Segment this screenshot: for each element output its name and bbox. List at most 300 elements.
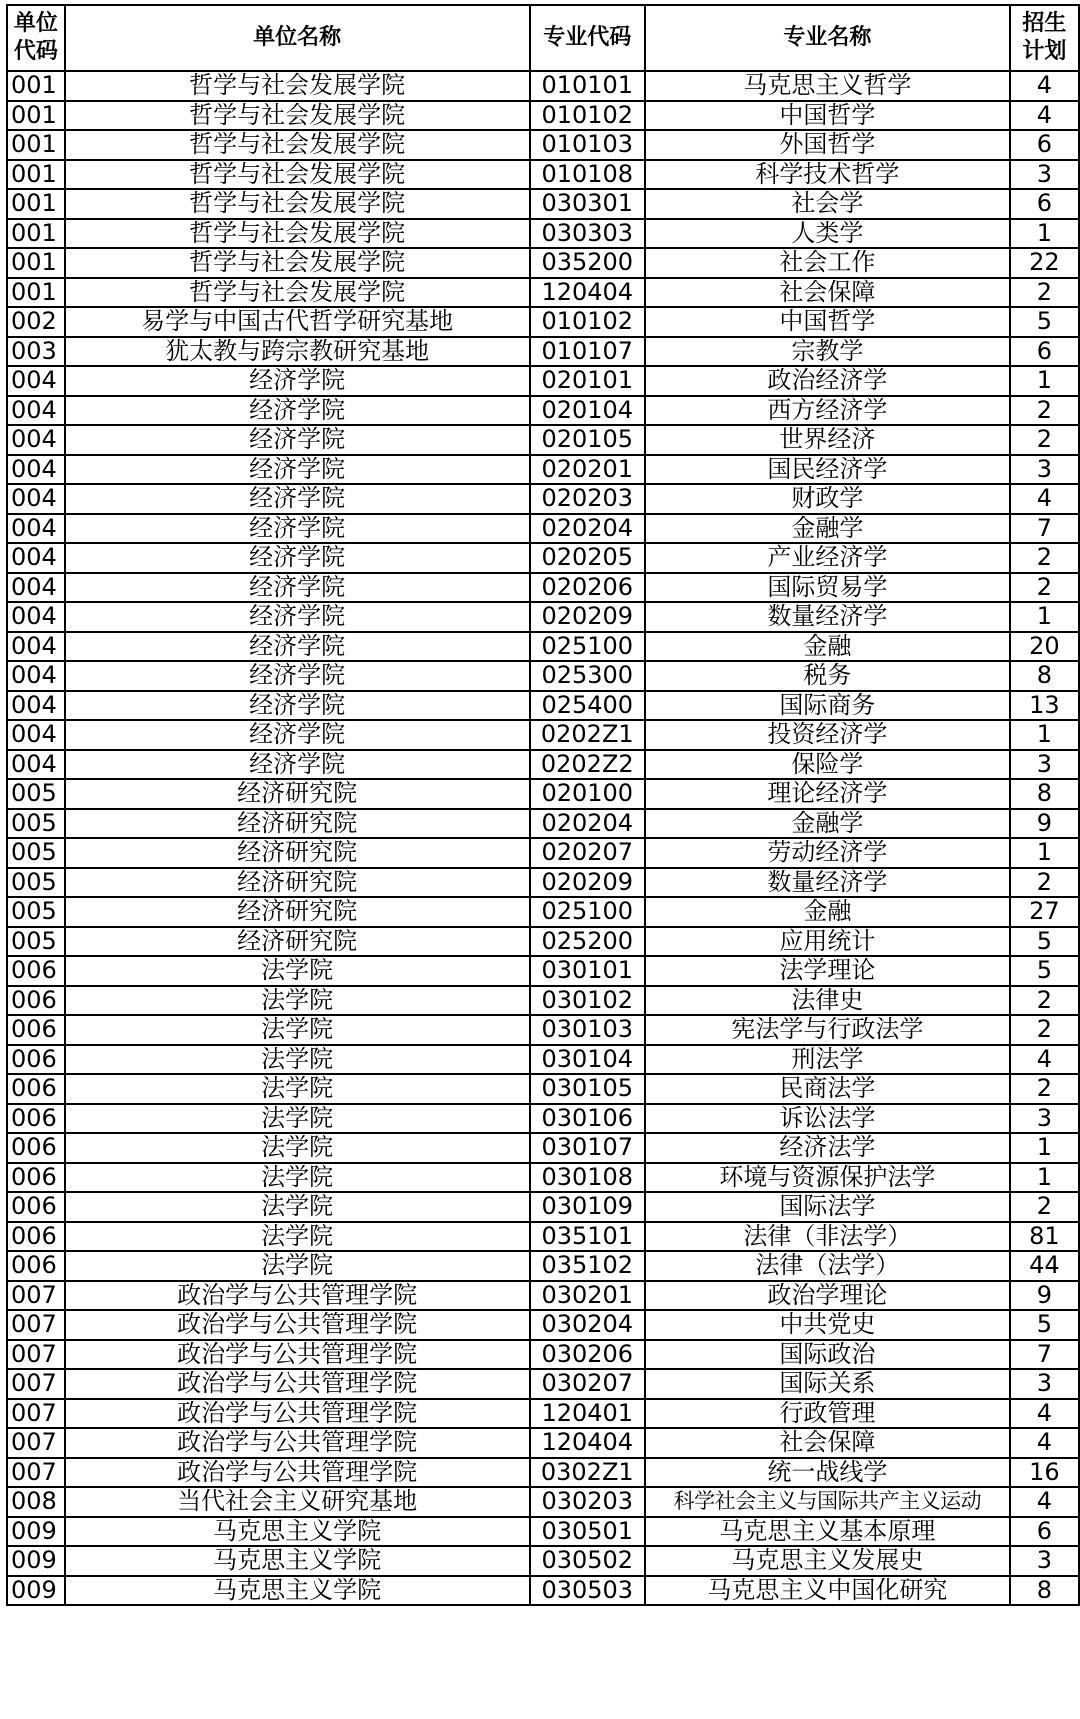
table-row bbox=[7, 573, 1079, 603]
unit-name-cell: 经济学院 bbox=[65, 602, 530, 632]
unit-code-cell: 004 bbox=[7, 514, 65, 544]
major-name-cell: 科学社会主义与国际共产主义运动 bbox=[645, 1487, 1010, 1517]
unit-name-cell: 经济学院 bbox=[65, 484, 530, 514]
enrollment-cell: 3 bbox=[1010, 1104, 1079, 1134]
enrollment-cell: 6 bbox=[1010, 130, 1079, 160]
header-row bbox=[7, 5, 1079, 71]
major-code-cell: 030301 bbox=[530, 189, 646, 219]
unit-code-cell: 004 bbox=[7, 573, 65, 603]
table-row bbox=[7, 1487, 1079, 1517]
header-major-name: 专业名称 bbox=[645, 5, 1010, 71]
unit-name-cell: 法学院 bbox=[65, 1192, 530, 1222]
table-row bbox=[7, 1133, 1079, 1163]
major-name-cell: 中国哲学 bbox=[645, 101, 1010, 131]
enrollment-cell: 2 bbox=[1010, 543, 1079, 573]
enrollment-cell: 8 bbox=[1010, 779, 1079, 809]
major-name-cell: 社会工作 bbox=[645, 248, 1010, 278]
unit-name-cell: 政治学与公共管理学院 bbox=[65, 1369, 530, 1399]
major-code-cell: 030105 bbox=[530, 1074, 646, 1104]
unit-code-cell: 006 bbox=[7, 1251, 65, 1281]
table-row bbox=[7, 986, 1079, 1016]
unit-code-cell: 001 bbox=[7, 189, 65, 219]
unit-name-cell: 哲学与社会发展学院 bbox=[65, 101, 530, 131]
enrollment-cell: 2 bbox=[1010, 1074, 1079, 1104]
major-code-cell: 120401 bbox=[530, 1399, 646, 1429]
table-row bbox=[7, 514, 1079, 544]
major-code-cell: 025100 bbox=[530, 897, 646, 927]
table-row bbox=[7, 1163, 1079, 1193]
unit-name-cell: 哲学与社会发展学院 bbox=[65, 71, 530, 101]
major-code-cell: 030207 bbox=[530, 1369, 646, 1399]
unit-code-cell: 005 bbox=[7, 868, 65, 898]
unit-code-cell: 007 bbox=[7, 1428, 65, 1458]
unit-name-cell: 哲学与社会发展学院 bbox=[65, 248, 530, 278]
unit-name-cell: 法学院 bbox=[65, 1104, 530, 1134]
unit-code-cell: 005 bbox=[7, 897, 65, 927]
major-name-cell: 数量经济学 bbox=[645, 868, 1010, 898]
major-name-cell: 经济法学 bbox=[645, 1133, 1010, 1163]
unit-code-cell: 004 bbox=[7, 543, 65, 573]
enrollment-cell: 4 bbox=[1010, 1428, 1079, 1458]
major-name-cell: 国际政治 bbox=[645, 1340, 1010, 1370]
unit-name-cell: 经济研究院 bbox=[65, 897, 530, 927]
major-name-cell: 金融 bbox=[645, 897, 1010, 927]
major-code-cell: 020209 bbox=[530, 602, 646, 632]
unit-code-cell: 005 bbox=[7, 809, 65, 839]
major-name-cell: 外国哲学 bbox=[645, 130, 1010, 160]
unit-code-cell: 004 bbox=[7, 455, 65, 485]
major-code-cell: 025100 bbox=[530, 632, 646, 662]
unit-name-cell: 马克思主义学院 bbox=[65, 1576, 530, 1606]
unit-name-cell: 经济研究院 bbox=[65, 838, 530, 868]
enrollment-cell: 8 bbox=[1010, 661, 1079, 691]
unit-code-cell: 009 bbox=[7, 1517, 65, 1547]
unit-code-cell: 004 bbox=[7, 396, 65, 426]
major-code-cell: 020101 bbox=[530, 366, 646, 396]
table-row bbox=[7, 868, 1079, 898]
enrollment-cell: 2 bbox=[1010, 425, 1079, 455]
table-row bbox=[7, 160, 1079, 190]
table-row bbox=[7, 337, 1079, 367]
unit-name-cell: 马克思主义学院 bbox=[65, 1517, 530, 1547]
unit-code-cell: 004 bbox=[7, 720, 65, 750]
unit-code-cell: 006 bbox=[7, 1163, 65, 1193]
header-unit-name: 单位名称 bbox=[65, 5, 530, 71]
unit-code-cell: 007 bbox=[7, 1399, 65, 1429]
table-row bbox=[7, 1015, 1079, 1045]
unit-name-cell: 法学院 bbox=[65, 1074, 530, 1104]
major-code-cell: 120404 bbox=[530, 1428, 646, 1458]
unit-code-cell: 003 bbox=[7, 337, 65, 367]
major-code-cell: 0202Z1 bbox=[530, 720, 646, 750]
enrollment-cell: 20 bbox=[1010, 632, 1079, 662]
unit-name-cell: 哲学与社会发展学院 bbox=[65, 160, 530, 190]
unit-code-cell: 001 bbox=[7, 130, 65, 160]
enrollment-cell: 3 bbox=[1010, 160, 1079, 190]
major-code-cell: 030102 bbox=[530, 986, 646, 1016]
enrollment-cell: 4 bbox=[1010, 101, 1079, 131]
unit-name-cell: 经济学院 bbox=[65, 425, 530, 455]
enrollment-cell: 9 bbox=[1010, 1281, 1079, 1311]
major-name-cell: 国际商务 bbox=[645, 691, 1010, 721]
table-row bbox=[7, 1546, 1079, 1576]
unit-code-cell: 006 bbox=[7, 1104, 65, 1134]
unit-name-cell: 哲学与社会发展学院 bbox=[65, 219, 530, 249]
major-code-cell: 020100 bbox=[530, 779, 646, 809]
unit-name-cell: 法学院 bbox=[65, 1133, 530, 1163]
unit-code-cell: 006 bbox=[7, 1222, 65, 1252]
major-name-cell: 人类学 bbox=[645, 219, 1010, 249]
major-code-cell: 020206 bbox=[530, 573, 646, 603]
unit-code-cell: 001 bbox=[7, 160, 65, 190]
enrollment-cell: 2 bbox=[1010, 1192, 1079, 1222]
unit-code-cell: 001 bbox=[7, 219, 65, 249]
table-row bbox=[7, 425, 1079, 455]
major-code-cell: 020204 bbox=[530, 514, 646, 544]
enrollment-cell: 44 bbox=[1010, 1251, 1079, 1281]
major-name-cell: 世界经济 bbox=[645, 425, 1010, 455]
table-row bbox=[7, 1310, 1079, 1340]
unit-name-cell: 政治学与公共管理学院 bbox=[65, 1340, 530, 1370]
unit-name-cell: 哲学与社会发展学院 bbox=[65, 278, 530, 308]
enrollment-cell: 1 bbox=[1010, 838, 1079, 868]
unit-code-cell: 005 bbox=[7, 927, 65, 957]
major-name-cell: 西方经济学 bbox=[645, 396, 1010, 426]
major-name-cell: 理论经济学 bbox=[645, 779, 1010, 809]
unit-code-cell: 009 bbox=[7, 1576, 65, 1606]
major-code-cell: 120404 bbox=[530, 278, 646, 308]
unit-name-cell: 经济学院 bbox=[65, 720, 530, 750]
major-name-cell: 马克思主义基本原理 bbox=[645, 1517, 1010, 1547]
enrollment-cell: 5 bbox=[1010, 927, 1079, 957]
unit-name-cell: 法学院 bbox=[65, 1015, 530, 1045]
table-row bbox=[7, 1104, 1079, 1134]
major-name-cell: 应用统计 bbox=[645, 927, 1010, 957]
table-row bbox=[7, 71, 1079, 101]
table-row bbox=[7, 1045, 1079, 1075]
major-name-cell: 金融学 bbox=[645, 514, 1010, 544]
enrollment-cell: 16 bbox=[1010, 1458, 1079, 1488]
unit-name-cell: 政治学与公共管理学院 bbox=[65, 1310, 530, 1340]
unit-name-cell: 法学院 bbox=[65, 1222, 530, 1252]
major-name-cell: 科学技术哲学 bbox=[645, 160, 1010, 190]
unit-name-cell: 经济学院 bbox=[65, 691, 530, 721]
enrollment-cell: 2 bbox=[1010, 986, 1079, 1016]
unit-code-cell: 006 bbox=[7, 1192, 65, 1222]
unit-code-cell: 007 bbox=[7, 1340, 65, 1370]
table-row bbox=[7, 543, 1079, 573]
major-name-cell: 中共党史 bbox=[645, 1310, 1010, 1340]
unit-name-cell: 经济学院 bbox=[65, 750, 530, 780]
enrollment-cell: 6 bbox=[1010, 337, 1079, 367]
enrollment-cell: 8 bbox=[1010, 1576, 1079, 1606]
unit-name-cell: 经济学院 bbox=[65, 366, 530, 396]
major-name-cell: 投资经济学 bbox=[645, 720, 1010, 750]
unit-name-cell: 马克思主义学院 bbox=[65, 1546, 530, 1576]
table-row bbox=[7, 927, 1079, 957]
enrollment-cell: 5 bbox=[1010, 307, 1079, 337]
table-row bbox=[7, 189, 1079, 219]
header-enrollment: 招生 计划 bbox=[1010, 5, 1079, 71]
major-code-cell: 020205 bbox=[530, 543, 646, 573]
major-code-cell: 025300 bbox=[530, 661, 646, 691]
table-row bbox=[7, 1369, 1079, 1399]
major-code-cell: 010108 bbox=[530, 160, 646, 190]
unit-code-cell: 006 bbox=[7, 1074, 65, 1104]
table-row bbox=[7, 602, 1079, 632]
header-unit-code: 单位 代码 bbox=[7, 5, 65, 71]
unit-name-cell: 易学与中国古代哲学研究基地 bbox=[65, 307, 530, 337]
major-code-cell: 030108 bbox=[530, 1163, 646, 1193]
table-row bbox=[7, 366, 1079, 396]
major-name-cell: 劳动经济学 bbox=[645, 838, 1010, 868]
enrollment-cell: 1 bbox=[1010, 1133, 1079, 1163]
unit-code-cell: 001 bbox=[7, 278, 65, 308]
unit-code-cell: 001 bbox=[7, 248, 65, 278]
major-name-cell: 中国哲学 bbox=[645, 307, 1010, 337]
unit-code-cell: 004 bbox=[7, 632, 65, 662]
table-row bbox=[7, 897, 1079, 927]
table-row bbox=[7, 1458, 1079, 1488]
table-row bbox=[7, 1576, 1079, 1606]
major-code-cell: 020203 bbox=[530, 484, 646, 514]
enrollment-cell: 2 bbox=[1010, 1015, 1079, 1045]
major-code-cell: 0302Z1 bbox=[530, 1458, 646, 1488]
unit-code-cell: 004 bbox=[7, 484, 65, 514]
unit-code-cell: 006 bbox=[7, 986, 65, 1016]
table-row bbox=[7, 130, 1079, 160]
enrollment-cell: 1 bbox=[1010, 219, 1079, 249]
enrollment-cell: 6 bbox=[1010, 1517, 1079, 1547]
enrollment-cell: 4 bbox=[1010, 1399, 1079, 1429]
table-row bbox=[7, 720, 1079, 750]
major-code-cell: 030203 bbox=[530, 1487, 646, 1517]
enrollment-cell: 4 bbox=[1010, 484, 1079, 514]
major-code-cell: 020204 bbox=[530, 809, 646, 839]
table-row bbox=[7, 1281, 1079, 1311]
major-code-cell: 010107 bbox=[530, 337, 646, 367]
table-row bbox=[7, 1517, 1079, 1547]
enrollment-cell: 81 bbox=[1010, 1222, 1079, 1252]
unit-code-cell: 001 bbox=[7, 71, 65, 101]
major-name-cell: 财政学 bbox=[645, 484, 1010, 514]
unit-code-cell: 009 bbox=[7, 1546, 65, 1576]
unit-name-cell: 经济研究院 bbox=[65, 809, 530, 839]
major-code-cell: 030107 bbox=[530, 1133, 646, 1163]
major-name-cell: 政治学理论 bbox=[645, 1281, 1010, 1311]
unit-name-cell: 经济学院 bbox=[65, 632, 530, 662]
major-name-cell: 行政管理 bbox=[645, 1399, 1010, 1429]
enrollment-cell: 3 bbox=[1010, 1546, 1079, 1576]
enrollment-cell: 6 bbox=[1010, 189, 1079, 219]
enrollment-cell: 4 bbox=[1010, 71, 1079, 101]
major-name-cell: 环境与资源保护法学 bbox=[645, 1163, 1010, 1193]
table-row bbox=[7, 307, 1079, 337]
major-name-cell: 宪法学与行政法学 bbox=[645, 1015, 1010, 1045]
unit-code-cell: 007 bbox=[7, 1458, 65, 1488]
unit-code-cell: 005 bbox=[7, 838, 65, 868]
unit-name-cell: 政治学与公共管理学院 bbox=[65, 1399, 530, 1429]
table-row bbox=[7, 1399, 1079, 1429]
unit-code-cell: 007 bbox=[7, 1281, 65, 1311]
unit-name-cell: 政治学与公共管理学院 bbox=[65, 1428, 530, 1458]
enrollment-cell: 3 bbox=[1010, 455, 1079, 485]
enrollment-cell: 2 bbox=[1010, 868, 1079, 898]
enrollment-cell: 7 bbox=[1010, 1340, 1079, 1370]
enrollment-cell: 4 bbox=[1010, 1487, 1079, 1517]
unit-name-cell: 法学院 bbox=[65, 1163, 530, 1193]
enrollment-cell: 2 bbox=[1010, 396, 1079, 426]
major-name-cell: 刑法学 bbox=[645, 1045, 1010, 1075]
table-body bbox=[7, 71, 1079, 1605]
table-row bbox=[7, 632, 1079, 662]
enrollment-cell: 27 bbox=[1010, 897, 1079, 927]
table-row bbox=[7, 1251, 1079, 1281]
major-code-cell: 030201 bbox=[530, 1281, 646, 1311]
major-code-cell: 010102 bbox=[530, 101, 646, 131]
enrollment-cell: 2 bbox=[1010, 573, 1079, 603]
unit-name-cell: 政治学与公共管理学院 bbox=[65, 1281, 530, 1311]
enrollment-cell: 5 bbox=[1010, 956, 1079, 986]
major-code-cell: 030109 bbox=[530, 1192, 646, 1222]
unit-name-cell: 经济学院 bbox=[65, 396, 530, 426]
table-row bbox=[7, 1428, 1079, 1458]
enrollment-plan-table bbox=[6, 4, 1080, 1606]
major-code-cell: 030503 bbox=[530, 1576, 646, 1606]
major-code-cell: 010102 bbox=[530, 307, 646, 337]
major-code-cell: 030303 bbox=[530, 219, 646, 249]
major-code-cell: 025400 bbox=[530, 691, 646, 721]
table-row bbox=[7, 809, 1079, 839]
major-name-cell: 国际法学 bbox=[645, 1192, 1010, 1222]
major-name-cell: 社会学 bbox=[645, 189, 1010, 219]
major-code-cell: 030101 bbox=[530, 956, 646, 986]
unit-code-cell: 002 bbox=[7, 307, 65, 337]
major-code-cell: 010103 bbox=[530, 130, 646, 160]
major-name-cell: 马克思主义中国化研究 bbox=[645, 1576, 1010, 1606]
major-code-cell: 030104 bbox=[530, 1045, 646, 1075]
unit-name-cell: 法学院 bbox=[65, 956, 530, 986]
unit-name-cell: 犹太教与跨宗教研究基地 bbox=[65, 337, 530, 367]
enrollment-cell: 5 bbox=[1010, 1310, 1079, 1340]
major-name-cell: 保险学 bbox=[645, 750, 1010, 780]
major-name-cell: 政治经济学 bbox=[645, 366, 1010, 396]
unit-name-cell: 政治学与公共管理学院 bbox=[65, 1458, 530, 1488]
enrollment-cell: 3 bbox=[1010, 1369, 1079, 1399]
table-row bbox=[7, 661, 1079, 691]
major-code-cell: 030206 bbox=[530, 1340, 646, 1370]
unit-code-cell: 006 bbox=[7, 1133, 65, 1163]
unit-name-cell: 法学院 bbox=[65, 986, 530, 1016]
unit-code-cell: 006 bbox=[7, 1045, 65, 1075]
table-row bbox=[7, 691, 1079, 721]
major-name-cell: 法律史 bbox=[645, 986, 1010, 1016]
major-name-cell: 产业经济学 bbox=[645, 543, 1010, 573]
unit-code-cell: 004 bbox=[7, 750, 65, 780]
enrollment-cell: 9 bbox=[1010, 809, 1079, 839]
enrollment-cell: 1 bbox=[1010, 720, 1079, 750]
table-row bbox=[7, 750, 1079, 780]
table-row bbox=[7, 956, 1079, 986]
unit-code-cell: 004 bbox=[7, 425, 65, 455]
major-name-cell: 社会保障 bbox=[645, 278, 1010, 308]
enrollment-cell: 1 bbox=[1010, 602, 1079, 632]
enrollment-cell: 2 bbox=[1010, 278, 1079, 308]
unit-code-cell: 001 bbox=[7, 101, 65, 131]
major-code-cell: 025200 bbox=[530, 927, 646, 957]
table-row bbox=[7, 248, 1079, 278]
unit-name-cell: 经济研究院 bbox=[65, 779, 530, 809]
header-major-code: 专业代码 bbox=[530, 5, 646, 71]
unit-code-cell: 007 bbox=[7, 1369, 65, 1399]
enrollment-cell: 1 bbox=[1010, 1163, 1079, 1193]
major-name-cell: 法律（法学） bbox=[645, 1251, 1010, 1281]
unit-name-cell: 经济学院 bbox=[65, 543, 530, 573]
unit-code-cell: 004 bbox=[7, 661, 65, 691]
major-name-cell: 民商法学 bbox=[645, 1074, 1010, 1104]
major-code-cell: 0202Z2 bbox=[530, 750, 646, 780]
table-row bbox=[7, 101, 1079, 131]
unit-code-cell: 006 bbox=[7, 956, 65, 986]
table-row bbox=[7, 484, 1079, 514]
major-code-cell: 030501 bbox=[530, 1517, 646, 1547]
enrollment-cell: 3 bbox=[1010, 750, 1079, 780]
enrollment-cell: 1 bbox=[1010, 366, 1079, 396]
enrollment-cell: 7 bbox=[1010, 514, 1079, 544]
major-code-cell: 030204 bbox=[530, 1310, 646, 1340]
major-code-cell: 020201 bbox=[530, 455, 646, 485]
unit-name-cell: 经济学院 bbox=[65, 455, 530, 485]
major-code-cell: 030103 bbox=[530, 1015, 646, 1045]
table-row bbox=[7, 396, 1079, 426]
major-code-cell: 035101 bbox=[530, 1222, 646, 1252]
unit-code-cell: 006 bbox=[7, 1015, 65, 1045]
major-name-cell: 诉讼法学 bbox=[645, 1104, 1010, 1134]
enrollment-cell: 22 bbox=[1010, 248, 1079, 278]
major-name-cell: 国民经济学 bbox=[645, 455, 1010, 485]
unit-name-cell: 经济学院 bbox=[65, 661, 530, 691]
major-name-cell: 数量经济学 bbox=[645, 602, 1010, 632]
unit-code-cell: 004 bbox=[7, 691, 65, 721]
unit-name-cell: 经济学院 bbox=[65, 514, 530, 544]
major-code-cell: 010101 bbox=[530, 71, 646, 101]
table-row bbox=[7, 455, 1079, 485]
unit-name-cell: 当代社会主义研究基地 bbox=[65, 1487, 530, 1517]
major-name-cell: 金融 bbox=[645, 632, 1010, 662]
table-row bbox=[7, 1340, 1079, 1370]
major-name-cell: 马克思主义哲学 bbox=[645, 71, 1010, 101]
major-name-cell: 宗教学 bbox=[645, 337, 1010, 367]
table-row bbox=[7, 1222, 1079, 1252]
enrollment-cell: 4 bbox=[1010, 1045, 1079, 1075]
unit-name-cell: 法学院 bbox=[65, 1251, 530, 1281]
major-code-cell: 020207 bbox=[530, 838, 646, 868]
major-name-cell: 法律（非法学） bbox=[645, 1222, 1010, 1252]
unit-name-cell: 法学院 bbox=[65, 1045, 530, 1075]
table-row bbox=[7, 278, 1079, 308]
major-code-cell: 020105 bbox=[530, 425, 646, 455]
major-code-cell: 020209 bbox=[530, 868, 646, 898]
enrollment-cell: 13 bbox=[1010, 691, 1079, 721]
unit-name-cell: 经济研究院 bbox=[65, 868, 530, 898]
unit-name-cell: 哲学与社会发展学院 bbox=[65, 189, 530, 219]
major-code-cell: 030502 bbox=[530, 1546, 646, 1576]
major-name-cell: 国际关系 bbox=[645, 1369, 1010, 1399]
major-code-cell: 035102 bbox=[530, 1251, 646, 1281]
table-row bbox=[7, 1074, 1079, 1104]
unit-name-cell: 经济学院 bbox=[65, 573, 530, 603]
unit-code-cell: 004 bbox=[7, 602, 65, 632]
